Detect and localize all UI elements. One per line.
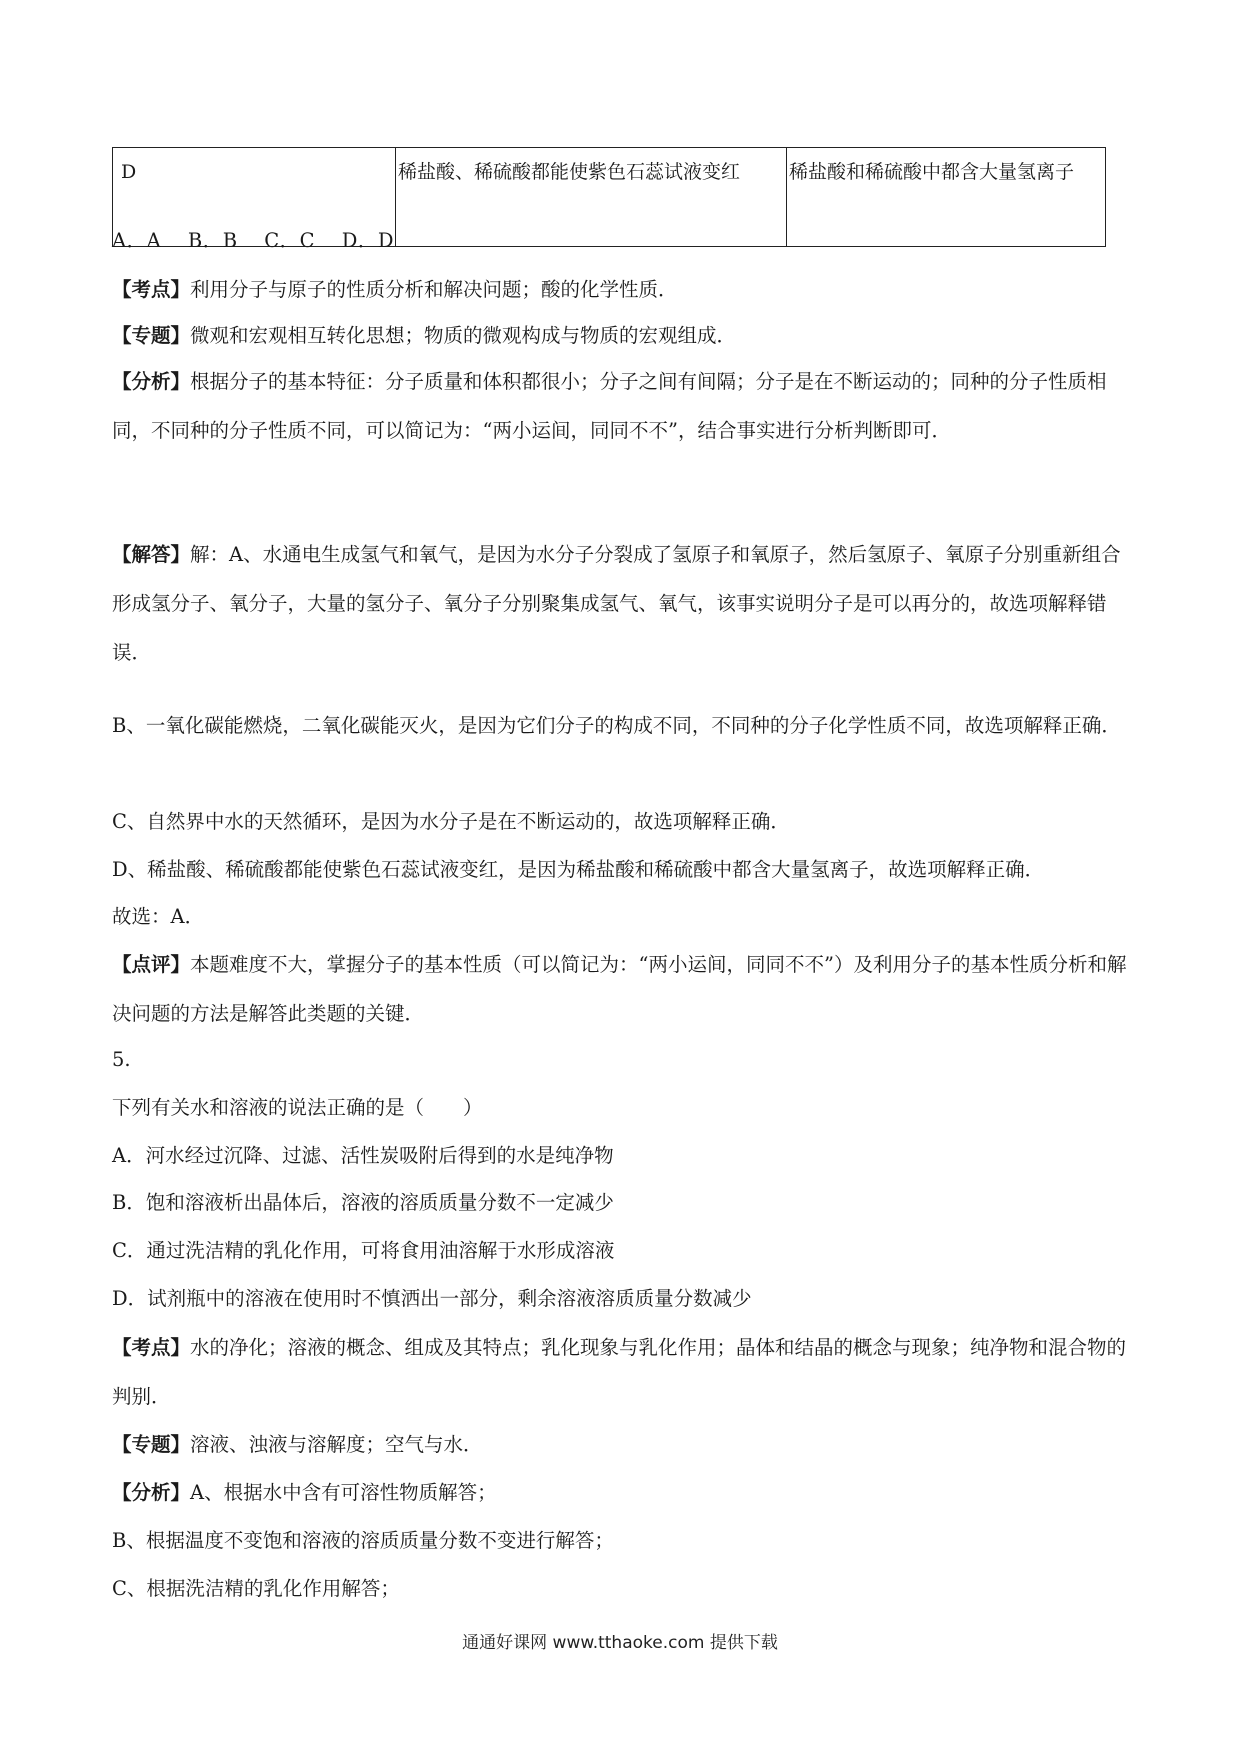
q5-fenxi bbox=[112, 1468, 1132, 1517]
q4-jieda-b: B、一氧化碳能燃烧，二氧化碳能灭火，是因为它们分子的构成不同，不同种的分子化学性质不同，故选项解释正确． bbox=[112, 714, 1121, 737]
q5-fenxi-c: C、根据洗洁精的乳化作用解答； bbox=[112, 1577, 400, 1600]
q5-option-c: C．通过洗洁精的乳化作用，可将食用油溶解于水形成溶液 bbox=[112, 1239, 615, 1262]
q4-jieda-c: C、自然界中水的天然循环，是因为水分子是在不断运动的，故选项解释正确． bbox=[112, 810, 790, 833]
page-footer: 通通好课网 www.tthaoke.com 提供下载 bbox=[462, 1633, 778, 1653]
q5-kaodian bbox=[112, 1323, 1132, 1421]
jieda-a-text: 解：A、水通电生成氢气和氧气，是因为水分子分裂成了氢原子和氧原子，然后氢原子、氧原子分别重新组合形成氢分子、氧分子，大量的氢分子、氧分子分别聚集成氢气、氧气，该事实说明分子是可以再分的，故选项解释错误． bbox=[112, 543, 1121, 664]
q4-jieda bbox=[112, 530, 1132, 677]
kaodian-tag: 【考点】 bbox=[112, 1336, 191, 1359]
q5-zhuanti bbox=[112, 1420, 1132, 1469]
q5-option-b: B．饱和溶液析出晶体后，溶液的溶质质量分数不一定减少 bbox=[112, 1191, 614, 1214]
q5-stem: 下列有关水和溶液的说法正确的是（ ） bbox=[112, 1096, 483, 1119]
kaodian-text: 利用分子与原子的性质分析和解决问题；酸的化学性质． bbox=[190, 278, 678, 301]
fenxi-tag: 【分析】 bbox=[112, 1481, 191, 1504]
q4-jieda-d: D、稀盐酸、稀硫酸都能使紫色石蕊试液变红，是因为稀盐酸和稀硫酸中都含大量氢离子，故选项解释正确． bbox=[112, 858, 1045, 881]
q4-fenxi bbox=[112, 357, 1132, 455]
fenxi-text: 根据分子的基本特征：分子质量和体积都很小；分子之间有间隔；分子是在不断运动的；同种的分子性质相同，不同种的分子性质不同，可以简记为：“两小运间，同同不不”，结合事实进行分析判断即可． bbox=[112, 370, 1107, 442]
zhuanti-text: 溶液、浊液与溶解度；空气与水． bbox=[190, 1433, 483, 1456]
kaodian-tag: 【考点】 bbox=[112, 278, 191, 301]
table-cell-option: D bbox=[113, 148, 396, 247]
q5-fenxi-b: B、根据温度不变饱和溶液的溶质质量分数不变进行解答； bbox=[112, 1529, 614, 1552]
dianping-text: 本题难度不大，掌握分子的基本性质（可以简记为：“两小运间，同同不不”）及利用分子的基本性质分析和解决问题的方法是解答此类题的关键． bbox=[112, 953, 1127, 1025]
q4-dianping bbox=[112, 940, 1132, 1038]
q4-answer: 故选：A． bbox=[112, 905, 205, 928]
q5-option-d: D．试剂瓶中的溶液在使用时不慎洒出一部分，剩余溶液溶质质量分数减少 bbox=[112, 1287, 752, 1310]
fenxi-a-text: A、根据水中含有可溶性物质解答； bbox=[190, 1481, 497, 1504]
fenxi-tag: 【分析】 bbox=[112, 370, 191, 393]
kaodian-text: 水的净化；溶液的概念、组成及其特点；乳化现象与乳化作用；晶体和结晶的概念与现象；纯净物和混合物的判别． bbox=[112, 1336, 1127, 1408]
zhuanti-tag: 【专题】 bbox=[112, 1433, 191, 1456]
q5-number: 5. bbox=[112, 1048, 131, 1071]
table-cell-fact: 稀盐酸、稀硫酸都能使紫色石蕊试液变红 bbox=[396, 148, 787, 247]
zhuanti-tag: 【专题】 bbox=[112, 324, 191, 347]
q5-option-a: A．河水经过沉降、过滤、活性炭吸附后得到的水是纯净物 bbox=[112, 1144, 614, 1167]
table-cell-explanation: 稀盐酸和稀硫酸中都含大量氢离子 bbox=[787, 148, 1106, 247]
dianping-tag: 【点评】 bbox=[112, 953, 191, 976]
q4-zhuanti bbox=[112, 311, 1132, 360]
zhuanti-text: 微观和宏观相互转化思想；物质的微观构成与物质的宏观组成． bbox=[190, 324, 737, 347]
q4-choices: A．A B．B C．C D．D bbox=[112, 229, 395, 252]
q4-kaodian bbox=[112, 265, 1132, 314]
jieda-tag: 【解答】 bbox=[112, 543, 191, 566]
